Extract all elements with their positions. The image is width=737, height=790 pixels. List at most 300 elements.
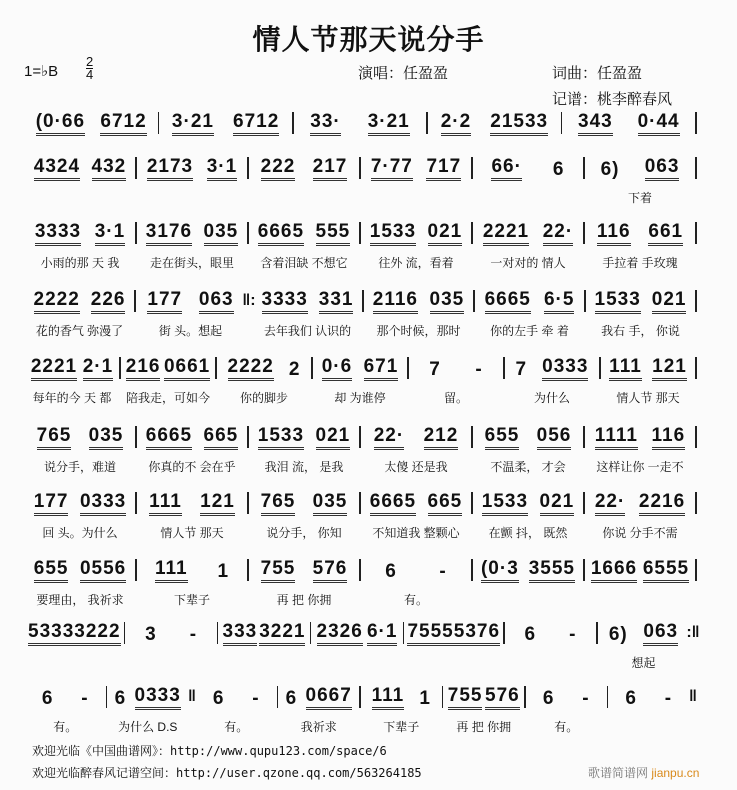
- note-line: [407, 620, 500, 646]
- lyric: 却 为谁停: [334, 391, 386, 405]
- lyric: 那个时候，那时: [376, 324, 461, 338]
- note-group: 7: [515, 359, 528, 380]
- note-group: 063: [199, 290, 234, 314]
- lyric: 再 把 你拥: [276, 593, 332, 607]
- lyric: 有。: [403, 593, 428, 607]
- lyric: 手拉着 手玫瑰: [602, 256, 678, 270]
- note-line: [315, 620, 400, 646]
- barline: [132, 490, 140, 516]
- lyric: 回 头。为什么: [42, 526, 118, 540]
- watermark: [588, 764, 699, 781]
- note-group: 2116: [373, 290, 418, 314]
- barline: [439, 684, 447, 710]
- barline: [154, 110, 162, 136]
- note-line: [478, 288, 581, 314]
- note-group: 655: [34, 559, 69, 583]
- note-line: [111, 684, 186, 710]
- barline: [581, 288, 589, 314]
- note-line: [508, 355, 596, 381]
- note-group: 0333: [542, 357, 588, 381]
- lyric: 这样让你 一走不: [596, 460, 684, 474]
- measure: [588, 557, 692, 605]
- measure: [367, 288, 470, 336]
- barline: [244, 424, 252, 450]
- note-group: 2·2: [441, 112, 471, 136]
- note-group: 1533: [595, 290, 641, 314]
- note-group: 2221: [31, 357, 77, 381]
- note-line: [508, 620, 593, 646]
- barline: [692, 288, 700, 314]
- note-group: 035: [313, 492, 348, 516]
- composer-credit: 词曲：任盈盈: [552, 64, 643, 82]
- note-group: 0667: [306, 686, 352, 710]
- measure: [252, 490, 356, 538]
- lyric: [476, 591, 580, 605]
- watermark-cn: 歌谱简谱网: [588, 766, 649, 780]
- measure: [222, 620, 307, 668]
- note-group: 3·21: [368, 112, 410, 136]
- note-group: 6: [285, 688, 298, 709]
- measure: [508, 355, 596, 403]
- lyric: [28, 189, 132, 203]
- note-group: 2216: [639, 492, 685, 516]
- lyric: 你说 分手不需: [602, 526, 678, 540]
- note-group: 035: [430, 290, 465, 314]
- note-line: [256, 288, 359, 314]
- note-group: 0661: [164, 357, 210, 381]
- staff-row: [28, 684, 700, 732]
- note-group: 4324: [34, 157, 80, 181]
- barline: [289, 110, 297, 136]
- measure: [139, 288, 242, 336]
- measure: [28, 424, 132, 472]
- barline: [244, 490, 252, 516]
- measure: [28, 557, 132, 605]
- barline: [468, 557, 476, 583]
- barline: [404, 355, 412, 381]
- note-group: 121: [200, 492, 235, 516]
- note-line: [476, 557, 580, 583]
- footer-link-1[interactable]: 欢迎光临《中国曲谱网》：http://www.qupu123.com/space/6: [32, 744, 387, 758]
- lyric: 一对对的 情人: [490, 256, 566, 270]
- lyric: 留。: [443, 391, 468, 405]
- barline: [356, 684, 364, 710]
- note-line: [28, 684, 103, 710]
- note-group: 22·: [595, 492, 625, 516]
- lyric: 每年的今 天 都: [32, 391, 112, 405]
- note-group: 0·6: [322, 357, 352, 381]
- barline: [470, 288, 478, 314]
- note-line: [612, 684, 687, 710]
- barline: [692, 355, 700, 381]
- barline: [307, 620, 315, 646]
- lyric: 去年我们 认识的: [263, 324, 352, 338]
- lyric: 你的左手 牵 着: [490, 324, 569, 338]
- barline: [580, 557, 588, 583]
- note-group: 432: [92, 157, 127, 181]
- barline: [468, 220, 476, 246]
- barline: [692, 110, 700, 136]
- measure: [199, 684, 274, 732]
- note-line: [604, 355, 692, 381]
- lyric: 想起: [631, 656, 656, 670]
- barline: [580, 490, 588, 516]
- measure: [315, 620, 400, 668]
- note-group: 063: [643, 622, 678, 646]
- note-group: 6: [212, 688, 225, 709]
- note-group: 212: [424, 426, 459, 450]
- note-group: 3221: [259, 622, 305, 646]
- note-group: 2222: [228, 357, 274, 381]
- staff-row: [28, 490, 700, 538]
- barline: [121, 620, 129, 646]
- note-group: 021: [652, 290, 687, 314]
- note-line: [367, 288, 470, 314]
- lyric: 下辈子: [383, 720, 420, 734]
- barline: [580, 155, 588, 181]
- note-line: [589, 288, 692, 314]
- note-group: 7555: [407, 622, 453, 646]
- lyric: 街 头。想起: [158, 324, 223, 338]
- measure: [140, 490, 244, 538]
- note-group: 6: [552, 159, 565, 180]
- note-group: (0·3: [481, 559, 519, 583]
- note-group: -: [664, 688, 673, 709]
- lyric: 情人节 那天: [616, 391, 680, 405]
- note-line: [316, 355, 404, 381]
- barline: [580, 424, 588, 450]
- note-group: 2·1: [83, 357, 113, 381]
- note-group: -: [582, 688, 590, 709]
- note-group: 226: [91, 290, 126, 314]
- barline: [692, 424, 700, 450]
- measure: [140, 557, 244, 605]
- measure: [508, 620, 593, 668]
- note-group: 177: [147, 290, 182, 314]
- note-group: 1111: [595, 426, 638, 450]
- lyric: 为什么: [533, 391, 570, 405]
- barline: [132, 557, 140, 583]
- measure: [476, 490, 580, 538]
- barline: [244, 557, 252, 583]
- note-line: [140, 424, 244, 450]
- barline: [356, 490, 364, 516]
- note-line: [431, 110, 557, 136]
- note-line: [476, 490, 580, 516]
- note-group: 576: [313, 559, 348, 583]
- note-line: [282, 684, 357, 710]
- note-group: 655: [485, 426, 520, 450]
- note-line: [252, 490, 356, 516]
- barline: [308, 355, 316, 381]
- note-group: 217: [313, 157, 348, 181]
- note-group: 121: [652, 357, 687, 381]
- note-group: 2173: [147, 157, 193, 181]
- measure: [28, 620, 121, 668]
- note-group: 0333: [80, 492, 126, 516]
- lyric: 走在街头，眼里: [149, 256, 234, 270]
- barline: [132, 424, 140, 450]
- lyric: 有。: [224, 720, 249, 734]
- note-line: [297, 110, 423, 136]
- note-group: 6·5: [544, 290, 574, 314]
- note-group: 063: [645, 157, 680, 181]
- note-line: [476, 424, 580, 450]
- note-line: [28, 557, 132, 583]
- note-group: 222: [261, 157, 296, 181]
- lyric: [140, 189, 244, 203]
- measure: [476, 424, 580, 472]
- measure: [140, 220, 244, 268]
- barline: [692, 220, 700, 246]
- note-line: [28, 424, 132, 450]
- lyric: [252, 189, 356, 203]
- barline: [558, 110, 566, 136]
- footer-link-2[interactable]: 欢迎光临醉春风记谱空间：http://user.qzone.qq.com/563264185: [32, 766, 422, 780]
- measure: [447, 684, 522, 732]
- barline: [356, 557, 364, 583]
- note-line: [252, 155, 356, 181]
- note-group: 1: [419, 688, 431, 709]
- note-group: 2326: [317, 622, 363, 646]
- note-group: 111: [155, 559, 188, 583]
- note-group: 111: [149, 492, 182, 516]
- staff-row: [28, 110, 700, 158]
- measure: [129, 620, 214, 668]
- measure: [28, 684, 103, 732]
- note-group: 116: [652, 426, 686, 450]
- note-group: 755: [261, 559, 296, 583]
- time-bottom: 4: [86, 67, 94, 82]
- measure: [588, 490, 692, 538]
- note-group: 6555: [643, 559, 689, 583]
- measure: [124, 355, 212, 403]
- note-group: 2222: [34, 290, 80, 314]
- song-title: 情人节那天说分手: [252, 23, 485, 56]
- note-group: 6665: [370, 492, 416, 516]
- lyric: [476, 189, 580, 203]
- note-line: [28, 490, 132, 516]
- measure: [252, 220, 356, 268]
- note-line: [364, 424, 468, 450]
- note-line: [28, 155, 132, 181]
- note-line: [476, 155, 580, 181]
- note-group: 66·: [491, 157, 521, 181]
- note-line: [140, 220, 244, 246]
- note-group: 576: [485, 686, 520, 710]
- note-line: [199, 684, 274, 710]
- note-group: 021: [428, 222, 463, 246]
- lyric: 往外 流，看着: [378, 256, 454, 270]
- measure: [588, 220, 692, 268]
- note-group: 333: [223, 622, 258, 646]
- measure: [407, 620, 500, 668]
- note-line: [28, 288, 131, 314]
- lyric: [28, 654, 121, 668]
- measure: [364, 155, 468, 203]
- note-line: [364, 220, 468, 246]
- note-group: 0556: [80, 559, 126, 583]
- measure: [588, 424, 692, 472]
- measure: [364, 424, 468, 472]
- note-group: 3176: [146, 222, 192, 246]
- note-group: 021: [316, 426, 351, 450]
- note-group: 665: [204, 426, 239, 450]
- note-group: 6665: [485, 290, 531, 314]
- measure: [252, 424, 356, 472]
- note-group: -: [81, 688, 89, 709]
- measure: [476, 155, 580, 203]
- measure: [28, 355, 116, 403]
- barline: [103, 684, 111, 710]
- barline: [132, 155, 140, 181]
- barline: [399, 620, 407, 646]
- barline: [500, 620, 508, 646]
- barline: [131, 288, 139, 314]
- lyric: 含着泪缺 不想它: [260, 256, 348, 270]
- note-group: 6): [600, 159, 620, 180]
- note-line: [139, 288, 242, 314]
- note-group: 5376: [454, 622, 500, 646]
- lyric: [588, 591, 692, 605]
- note-group: (0·66: [36, 112, 85, 136]
- lyric: 说分手，难道: [43, 460, 116, 474]
- measure: [28, 490, 132, 538]
- lyric: 小雨的那 天 我: [40, 256, 120, 270]
- measure: [28, 220, 132, 268]
- measure: [431, 110, 557, 158]
- note-group: 3333: [35, 222, 81, 246]
- lyric: 要理由， 我祈求: [36, 593, 124, 607]
- singer-credit: 演唱：任盈盈: [358, 64, 449, 82]
- note-line: [588, 424, 692, 450]
- barline: [116, 355, 124, 381]
- note-line: [364, 557, 468, 583]
- barline: [356, 155, 364, 181]
- note-group: 7·77: [371, 157, 413, 181]
- note-group: 22·: [543, 222, 573, 246]
- measure: [282, 684, 357, 732]
- barline: [274, 684, 282, 710]
- barline: [356, 220, 364, 246]
- note-line: [588, 155, 692, 181]
- staff-row: [28, 155, 700, 203]
- note-group: 6712: [233, 112, 279, 136]
- note-group: -: [439, 561, 447, 582]
- note-line: [252, 557, 356, 583]
- watermark-url: jianpu.cn: [651, 766, 700, 780]
- note-line: [364, 155, 468, 181]
- barline: :‖: [686, 624, 700, 641]
- measure: [364, 220, 468, 268]
- lyric: 在颤 抖， 既然: [488, 526, 568, 540]
- note-line: [588, 490, 692, 516]
- barline: [593, 620, 601, 646]
- lyric: 有。: [53, 720, 78, 734]
- measure: [588, 155, 692, 203]
- measure: [612, 684, 687, 732]
- note-line: [476, 220, 580, 246]
- staff-row: [28, 620, 700, 668]
- note-group: 3555: [529, 559, 575, 583]
- note-line: [566, 110, 692, 136]
- note-group: 6: [41, 688, 54, 709]
- note-group: 3·1: [207, 157, 237, 181]
- time-signature: [86, 56, 93, 81]
- lyric: 我祈求: [300, 720, 337, 734]
- lyric: 说分手， 你知: [266, 526, 342, 540]
- barline: [521, 684, 529, 710]
- staff-row: [28, 220, 700, 268]
- note-group: 3222: [74, 622, 120, 646]
- note-group: 2: [288, 359, 301, 380]
- note-group: 343: [578, 112, 613, 136]
- note-line: [364, 684, 439, 710]
- barline: ‖: [689, 688, 697, 705]
- note-group: 1533: [370, 222, 416, 246]
- note-line: [28, 355, 116, 381]
- note-group: 111: [609, 357, 642, 381]
- note-line: [140, 490, 244, 516]
- note-group: 665: [428, 492, 463, 516]
- lyric: 再 把 你拥: [456, 720, 512, 734]
- lyric: [508, 654, 593, 668]
- note-group: 671: [364, 357, 399, 381]
- measure: [601, 620, 686, 668]
- note-line: [364, 490, 468, 516]
- barline: [500, 355, 508, 381]
- barline: ‖:: [242, 292, 256, 309]
- measure: [28, 155, 132, 203]
- lyric: 我泪 流， 是我: [264, 460, 344, 474]
- measure: [111, 684, 186, 732]
- note-group: 21533: [490, 112, 548, 136]
- note-line: [124, 355, 212, 381]
- barline: [468, 424, 476, 450]
- note-group: 3·1: [95, 222, 125, 246]
- note-group: 0·44: [638, 112, 680, 136]
- barline: [692, 557, 700, 583]
- measure: [140, 424, 244, 472]
- measure: [364, 490, 468, 538]
- lyric: 下辈子: [173, 593, 210, 607]
- measure: [478, 288, 581, 336]
- note-group: 056: [537, 426, 572, 450]
- barline: [423, 110, 431, 136]
- note-line: [140, 155, 244, 181]
- note-group: 555: [316, 222, 351, 246]
- note-line: [252, 220, 356, 246]
- lyric: 我右 手， 你说: [601, 324, 680, 338]
- note-group: 6665: [258, 222, 304, 246]
- barline: [692, 490, 700, 516]
- staff-row: [28, 355, 700, 403]
- note-group: -: [569, 624, 577, 645]
- staff-row: [28, 557, 700, 605]
- measure: [476, 220, 580, 268]
- note-line: [601, 620, 686, 646]
- measure: [140, 155, 244, 203]
- barline: [468, 155, 476, 181]
- note-group: 3333: [262, 290, 308, 314]
- measure: [252, 557, 356, 605]
- lyric: [315, 654, 400, 668]
- lyric: 为什么 D.S: [118, 720, 178, 734]
- lyric: 不知道我 整颗心: [372, 526, 460, 540]
- lyric: [364, 189, 468, 203]
- key-signature: 1=♭B: [24, 63, 59, 80]
- note-group: 177: [34, 492, 69, 516]
